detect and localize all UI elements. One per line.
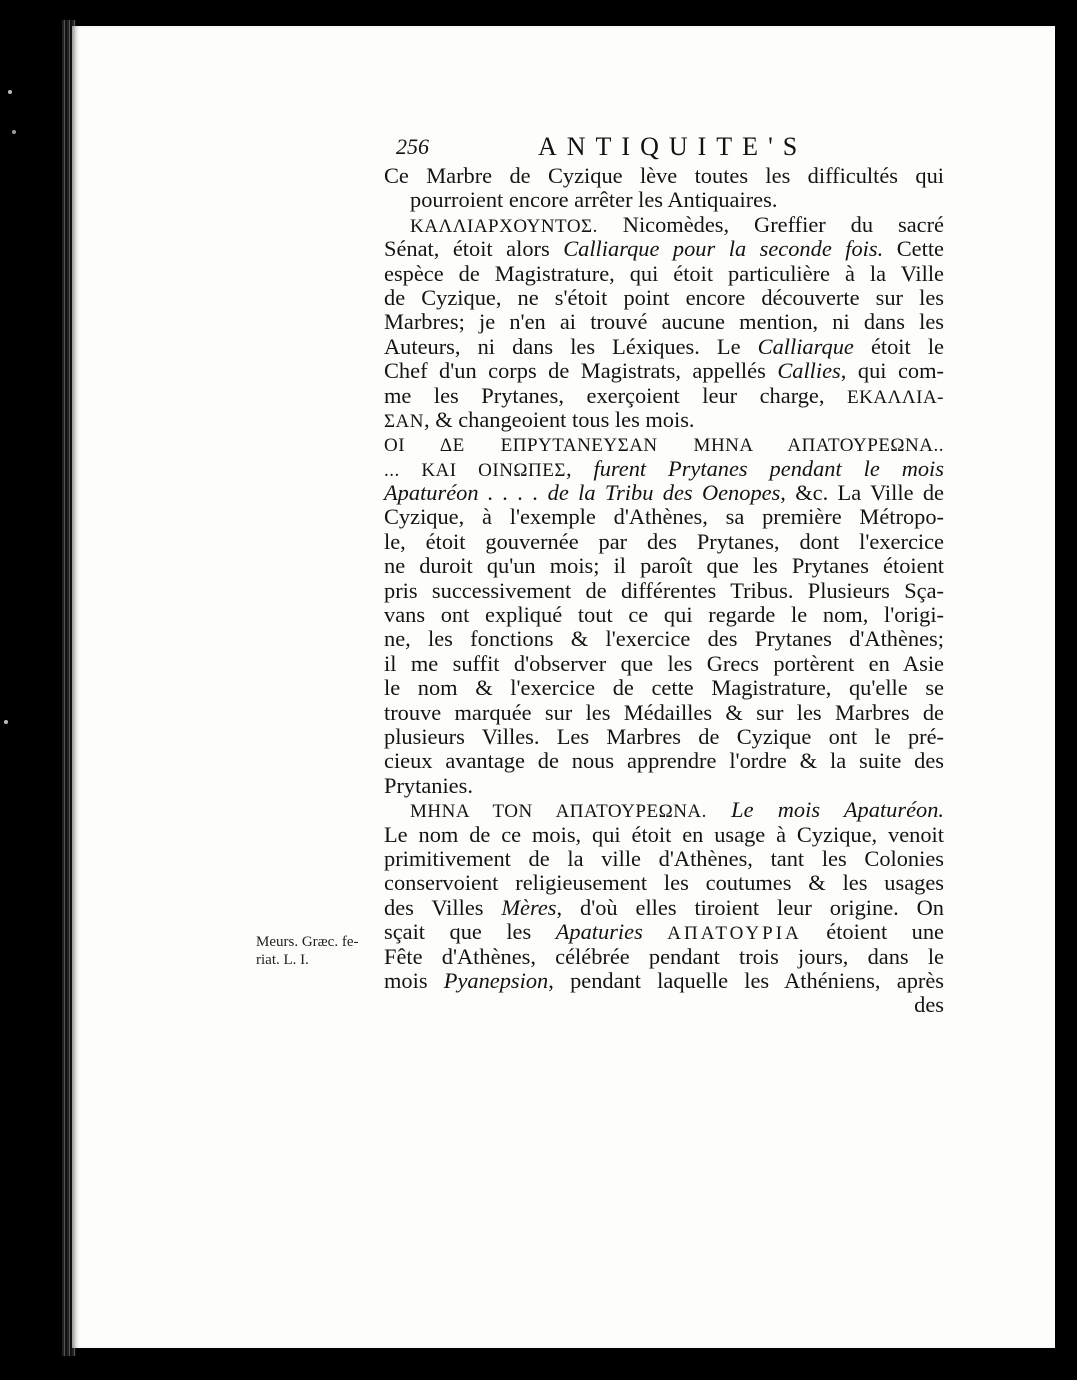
text-line: trouve marquée sur les Médailles & sur les Marbres de bbox=[384, 699, 944, 725]
greek-text: ... ΚΑΙ ΟΙΝΩΠΕΣ bbox=[384, 459, 566, 481]
text-line: Sénat, étoit alors Calliarque pour la seconde fois. Cette bbox=[384, 236, 944, 262]
body-text bbox=[384, 164, 944, 1018]
text-line: le, étoit gouvernée par des Prytanes, dont l'exercice bbox=[384, 528, 944, 554]
marginal-note bbox=[256, 933, 380, 969]
running-head-title: ANTIQUITE'S bbox=[538, 132, 808, 161]
text-line: ... ΚΑΙ ΟΙΝΩΠΕΣ, furent Prytanes pendant le mois bbox=[384, 455, 944, 481]
text-line: ne duroit qu'un mois; il paroît que les Prytanes étoient bbox=[384, 553, 944, 579]
text-line: pris successivement de différentes Tribus. Plusieurs Sça- bbox=[384, 577, 944, 603]
text-line: ΣΑΝ, & changeoient tous les mois. bbox=[384, 406, 695, 432]
text-line: vans ont expliqué tout ce qui regarde le nom, l'origi- bbox=[384, 602, 944, 628]
text-line: ΚΑΛΛΙΑΡΧΟΥΝΤΟΣ. Nicomèdes, Greffier du sacré bbox=[410, 211, 944, 237]
text-line: Marbres; je n'en ai trouvé aucune mention, ni dans les bbox=[384, 309, 944, 335]
greek-text: ΑΠΑΤΟΥΡΙΑ bbox=[667, 923, 802, 945]
text-line bbox=[384, 432, 944, 456]
text-line: sçait que les Apaturies ΑΠΑΤΟΥΡΙΑ étoient une bbox=[384, 919, 944, 945]
text-line: Chef d'un corps de Magistrats, appellés Callies, qui com- bbox=[384, 358, 944, 384]
text-line: le nom & l'exercice de cette Magistrature, qu'elle se bbox=[384, 675, 944, 701]
text-line: des Villes Mères, d'où elles tiroient leur origine. On bbox=[384, 894, 944, 920]
text-line: conservoient religieusement les coutumes & les usages bbox=[384, 870, 944, 896]
greek-text: ΚΑΛΛΙΑΡΧΟΥΝΤΟΣ. bbox=[410, 215, 598, 237]
text-line: Fête d'Athènes, célébrée pendant trois jours, dans le bbox=[384, 943, 944, 969]
text-line: ne, les fonctions & l'exercice des Prytanes d'Athènes; bbox=[384, 626, 944, 652]
text-line: me les Prytanes, exerçoient leur charge, ΕΚΑΛΛΙΑ- bbox=[384, 382, 944, 408]
text-line: espèce de Magistrature, qui étoit particulière à la Ville bbox=[384, 260, 944, 286]
text-line: cieux avantage de nous apprendre l'ordre & la suite des bbox=[384, 748, 944, 774]
text-line: Le nom de ce mois, qui étoit en usage à Cyzique, venoit bbox=[384, 821, 944, 847]
text-line: plusieurs Villes. Les Marbres de Cyzique ont le pré- bbox=[384, 723, 944, 749]
text-line: mois Pyanepsion, pendant laquelle les Athéniens, après bbox=[384, 967, 944, 993]
greek-text: ΟΙ ΔΕ ΕΠΡΥΤΑΝΕΥΣΑΝ ΜΗΝΑ ΑΠΑΤΟΥΡΕΩΝΑ.. bbox=[384, 435, 944, 457]
scan-margin-specks bbox=[0, 0, 60, 1380]
catchword: des bbox=[914, 992, 944, 1018]
page-number: 256 bbox=[396, 134, 429, 159]
text-line: il me suffit d'observer que les Grecs portèrent en Asie bbox=[384, 650, 944, 676]
text-line: primitivement de la ville d'Athènes, tant les Colonies bbox=[384, 845, 944, 871]
text-line: Cyzique, à l'exemple d'Athènes, sa première Métropo- bbox=[384, 504, 944, 530]
running-head bbox=[396, 132, 956, 164]
text-line: Ce Marbre de Cyzique lève toutes les difficultés qui bbox=[384, 163, 944, 188]
text-line: pourroient encore arrêter les Antiquaires. bbox=[410, 187, 778, 213]
greek-text: ΕΚΑΛΛΙΑ- bbox=[847, 386, 944, 408]
text-line: de Cyzique, ne s'étoit point encore découverte sur les bbox=[384, 284, 944, 310]
text-line: Apaturéon . . . . de la Tribu des Oenopes, &c. La Ville de bbox=[384, 480, 944, 506]
text-line: Prytanies. bbox=[384, 772, 473, 798]
greek-text: ΣΑΝ bbox=[384, 410, 425, 432]
marginal-note-line: Meurs. Græc. fe- bbox=[256, 934, 359, 950]
text-line: ΜΗΝΑ ΤΟΝ ΑΠΑΤΟΥΡΕΩΝΑ. Le mois Apaturéon. bbox=[410, 797, 944, 823]
text-line: Auteurs, ni dans les Léxiques. Le Calliarque étoit le bbox=[384, 333, 944, 359]
greek-text: ΜΗΝΑ ΤΟΝ ΑΠΑΤΟΥΡΕΩΝΑ. bbox=[410, 801, 707, 823]
marginal-note-line: riat. L. I. bbox=[256, 952, 309, 968]
